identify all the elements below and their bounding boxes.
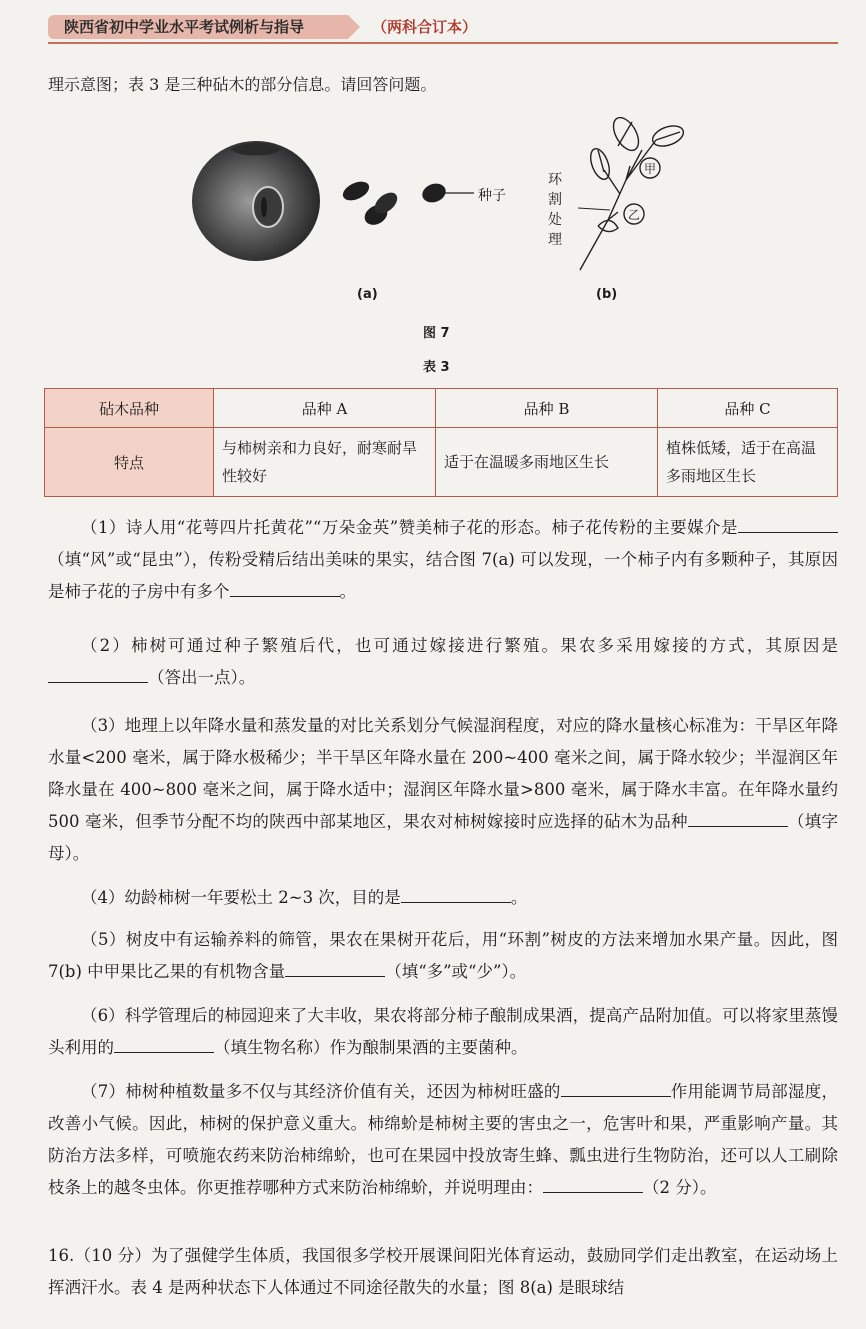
leaf-icon <box>608 113 643 154</box>
girdle-label: 环 割 处 理 <box>548 172 562 248</box>
answer-blank[interactable] <box>543 1174 643 1193</box>
figure-caption: 图 7 <box>423 326 450 341</box>
figure-7a-label: (a) <box>357 287 378 302</box>
table-cell-c: 植株低矮，适于在高温多雨地区生长 <box>658 428 838 497</box>
answer-blank[interactable] <box>285 958 385 977</box>
table-row <box>45 428 838 497</box>
table-col-c: 品种 C <box>658 389 838 428</box>
question-2: （2）柿树可通过种子繁殖后代，也可通过嫁接进行繁殖。果农多采用嫁接的方式，其原因是（答出一点）。 <box>48 630 838 694</box>
book-subtitle: （两科合订本） <box>372 18 478 36</box>
figure-7b-label: (b) <box>596 287 618 302</box>
page-header <box>0 12 866 42</box>
table-caption: 表 3 <box>423 360 450 375</box>
question-16: 16.（10 分）为了强健学生体质，我国很多学校开展课间阳光体育运动，鼓励同学们走出教室，在运动场上挥洒汗水。表 4 是两种状态下人体通过不同途径散失的水量；图 8(a) 是眼球结 <box>48 1246 838 1297</box>
answer-blank[interactable] <box>230 578 340 597</box>
figure-7b <box>560 110 690 280</box>
answer-blank[interactable] <box>688 808 788 827</box>
book-title: 陕西省初中学业水平考试例析与指导 <box>48 15 348 39</box>
answer-blank[interactable] <box>561 1078 671 1097</box>
table-col-b: 品种 B <box>436 389 658 428</box>
seeds-image <box>340 178 448 229</box>
header-rule <box>48 42 838 44</box>
fruit-yi-label: 乙 <box>628 208 641 222</box>
persimmon-halved-image <box>192 141 320 261</box>
fruit-jia-label: 甲 <box>644 162 657 176</box>
table-feature-label: 特点 <box>45 428 214 497</box>
seed-label: 种子 <box>478 188 506 204</box>
question-1: （1）诗人用“花萼四片托黄花”“万朵金英”赞美柿子花的形态。柿子花传粉的主要媒介是（填“风”或“昆虫”），传粉受精后结出美味的果实，结合图 7(a) 可以发现，一个柿子内有多颗种子，其原因是柿子花的子房中有多个 。 <box>48 512 838 608</box>
question-4: （4）幼龄柿树一年要松土 2~3 次，目的是 。 <box>48 882 838 914</box>
question-3: （3）地理上以年降水量和蒸发量的对比关系划分气候湿润程度，对应的降水量核心标准为：干旱区年降水量<200 毫米，属于降水极稀少；半干旱区年降水量在 200~400 毫米之间，属于降水较少；半湿润区年降水量在 400~800 毫米之间，属于降水适中；湿润区年降水量>800 毫米，属于降水丰富。在年降水量约 500 毫米，但季节分配不均的陕西中部某地区，果农对柿树嫁接时应选择的砧木为品种 （填字母）。 <box>48 716 838 863</box>
table-header-cell: 砧木品种 <box>45 389 214 428</box>
table-cell-a: 与柿树亲和力良好，耐寒耐旱性较好 <box>214 428 436 497</box>
question-7: （7）柿树种植数量多不仅与其经济价值有关，还因为柿树旺盛的 作用能调节局部湿度，改善小气候。因此，柿树的保护意义重大。柿绵蚧是柿树主要的害虫之一，危害叶和果，严重影响产量。其防治方法多样，可喷施农药来防治柿绵蚧，也可在果园中投放寄生蜂、瓢虫进行生物防治，还可以人工刷除枝条上的越冬虫体。你更推荐哪种方式来防治柿绵蚧，并说明理由： （2 分）。 <box>48 1076 838 1204</box>
table-3 <box>44 388 838 497</box>
answer-blank[interactable] <box>401 884 511 903</box>
girdle-mark <box>598 220 618 231</box>
question-5: （5）树皮中有运输养料的筛管，果农在果树开花后，用“环割”树皮的方法来增加水果产量。因此，图 7(b) 中甲果比乙果的有机物含量 （填“多”或“少”）。 <box>48 930 838 981</box>
table-cell-b: 适于在温暖多雨地区生长 <box>436 428 658 497</box>
table-col-a: 品种 A <box>214 389 436 428</box>
intro-text: 理示意图；表 3 是三种砧木的部分信息。请回答问题。 <box>48 75 437 94</box>
table-row <box>45 389 838 428</box>
answer-blank[interactable] <box>48 664 148 683</box>
question-6: （6）科学管理后的柿园迎来了大丰收，果农将部分柿子酿制成果酒，提高产品附加值。可以将家里蒸馒头利用的 （填生物名称）作为酿制果酒的主要菌种。 <box>48 1006 838 1057</box>
figure-7a <box>190 135 510 265</box>
answer-blank[interactable] <box>114 1034 214 1053</box>
answer-blank[interactable] <box>738 514 838 533</box>
